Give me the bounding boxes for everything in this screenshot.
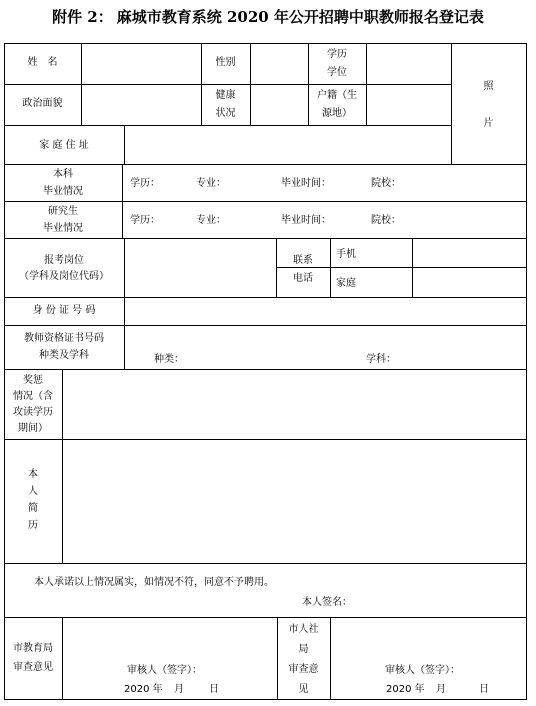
col-line-awards bbox=[62, 369, 63, 563]
grad-major-field: 专业： bbox=[196, 215, 226, 226]
col-line-c bbox=[250, 43, 251, 125]
col-line-a bbox=[81, 43, 82, 125]
cert-label-2: 种类及学科 bbox=[39, 350, 89, 361]
cert-type-field: 种类： bbox=[154, 354, 184, 365]
health-label-2: 状况 bbox=[215, 108, 236, 119]
row-line-1 bbox=[4, 84, 451, 85]
home-phone-label: 家庭 bbox=[336, 278, 356, 289]
col-line-edu bbox=[122, 164, 123, 238]
border-top bbox=[4, 43, 527, 44]
hr-reviewer-label: 审核人（签字）： bbox=[385, 665, 460, 676]
title-main: 麻城市教育系统 2020 年公开招聘中职教师报名登记表 bbox=[116, 8, 484, 26]
resume-label-1: 本 bbox=[28, 469, 38, 480]
grad-edu-field: 学历： bbox=[130, 215, 160, 226]
resume-label-4: 历 bbox=[28, 520, 38, 531]
hr-bureau-label-2: 局 bbox=[298, 644, 309, 655]
row-line-3 bbox=[4, 164, 527, 165]
edu-bureau-label-1: 市教育局 bbox=[13, 643, 53, 654]
col-line-contact-mid bbox=[330, 238, 331, 297]
edu-reviewer-label: 审核人（签字）： bbox=[127, 665, 202, 676]
row-line-5 bbox=[4, 238, 527, 239]
hukou-label-2: 源地） bbox=[322, 108, 352, 119]
row-line-4 bbox=[4, 201, 527, 202]
signature-label: 本人签名： bbox=[302, 597, 352, 608]
edu-bureau-label-2: 审查意见 bbox=[13, 662, 53, 673]
col-line-review-a bbox=[62, 617, 63, 700]
grad-gradtime-field: 毕业时间： bbox=[281, 215, 331, 226]
health-label-1: 健康 bbox=[215, 90, 236, 101]
col-line-cert bbox=[124, 325, 125, 369]
hr-date-month: 月 bbox=[436, 684, 446, 695]
bachelor-label-1: 本科 bbox=[53, 169, 73, 180]
edu-date-day: 日 bbox=[209, 684, 219, 695]
form-title bbox=[0, 6, 536, 27]
apply-label-1: 报考岗位 bbox=[44, 255, 84, 266]
bachelor-gradtime-field: 毕业时间： bbox=[281, 178, 331, 189]
edu-date-year: 2020 年 bbox=[124, 684, 163, 695]
grad-label-1: 研究生 bbox=[48, 206, 78, 217]
education-label-1: 学历 bbox=[327, 49, 347, 60]
photo-label-1: 照 bbox=[483, 81, 494, 92]
bachelor-label-2: 毕业情况 bbox=[43, 186, 83, 197]
border-bottom bbox=[4, 699, 527, 700]
address-label: 家 庭 住 址 bbox=[39, 140, 89, 151]
edu-date-month: 月 bbox=[174, 684, 184, 695]
col-line-apply bbox=[124, 238, 125, 297]
col-line-review-c bbox=[330, 617, 331, 700]
grad-label-2: 毕业情况 bbox=[43, 223, 83, 234]
bachelor-major-field: 专业： bbox=[196, 178, 226, 189]
grad-school-field: 院校： bbox=[371, 215, 401, 226]
row-line-10 bbox=[4, 439, 527, 440]
col-line-contact-right bbox=[412, 238, 413, 297]
row-line-9 bbox=[4, 369, 527, 370]
row-line-7 bbox=[4, 297, 527, 298]
registration-form bbox=[4, 43, 527, 700]
hr-date-day: 日 bbox=[479, 684, 489, 695]
title-prefix: 附件 2： bbox=[52, 8, 113, 26]
name-label: 姓 名 bbox=[27, 57, 58, 68]
contact-label-1: 联系 bbox=[293, 255, 313, 266]
row-line-12 bbox=[4, 617, 527, 618]
col-line-e bbox=[366, 43, 367, 125]
awards-label-3: 攻读学历 bbox=[13, 407, 53, 418]
row-line-11 bbox=[4, 563, 527, 564]
photo-label-2: 片 bbox=[483, 118, 494, 129]
political-label: 政治面貌 bbox=[22, 98, 63, 109]
hukou-label-1: 户籍（生 bbox=[317, 90, 357, 101]
col-line-photo bbox=[451, 43, 452, 164]
hr-bureau-label-4: 见 bbox=[298, 684, 309, 695]
row-line-8 bbox=[4, 325, 527, 326]
resume-label-3: 简 bbox=[28, 503, 38, 514]
row-line-2 bbox=[4, 125, 451, 126]
gender-label: 性别 bbox=[215, 57, 236, 68]
awards-label-4: 期间） bbox=[18, 423, 48, 434]
hr-date-year: 2020 年 bbox=[386, 684, 425, 695]
education-label-2: 学位 bbox=[327, 67, 347, 78]
bachelor-edu-field: 学历： bbox=[130, 178, 160, 189]
hr-bureau-label-1: 市人社 bbox=[288, 624, 319, 635]
contact-label-2: 电话 bbox=[293, 273, 313, 284]
apply-label-2: （学科及岗位代码） bbox=[19, 271, 109, 282]
hr-bureau-label-3: 审查意 bbox=[288, 664, 319, 675]
border-right bbox=[526, 43, 527, 700]
mobile-label: 手机 bbox=[336, 249, 356, 260]
awards-label-2: 情况（含 bbox=[13, 391, 53, 402]
resume-label-2: 人 bbox=[28, 486, 38, 497]
col-line-id bbox=[124, 297, 125, 325]
awards-label-1: 奖惩 bbox=[23, 375, 43, 386]
bachelor-school-field: 院校： bbox=[371, 178, 401, 189]
cert-label-1: 教师资格证书号码 bbox=[24, 333, 104, 344]
idcard-label: 身 份 证 号 码 bbox=[32, 305, 96, 316]
col-line-address bbox=[124, 125, 125, 164]
pledge-text: 本人承诺以上情况属实，如情况不符，同意不予聘用。 bbox=[34, 577, 274, 588]
cert-subject-field: 学科： bbox=[366, 354, 396, 365]
